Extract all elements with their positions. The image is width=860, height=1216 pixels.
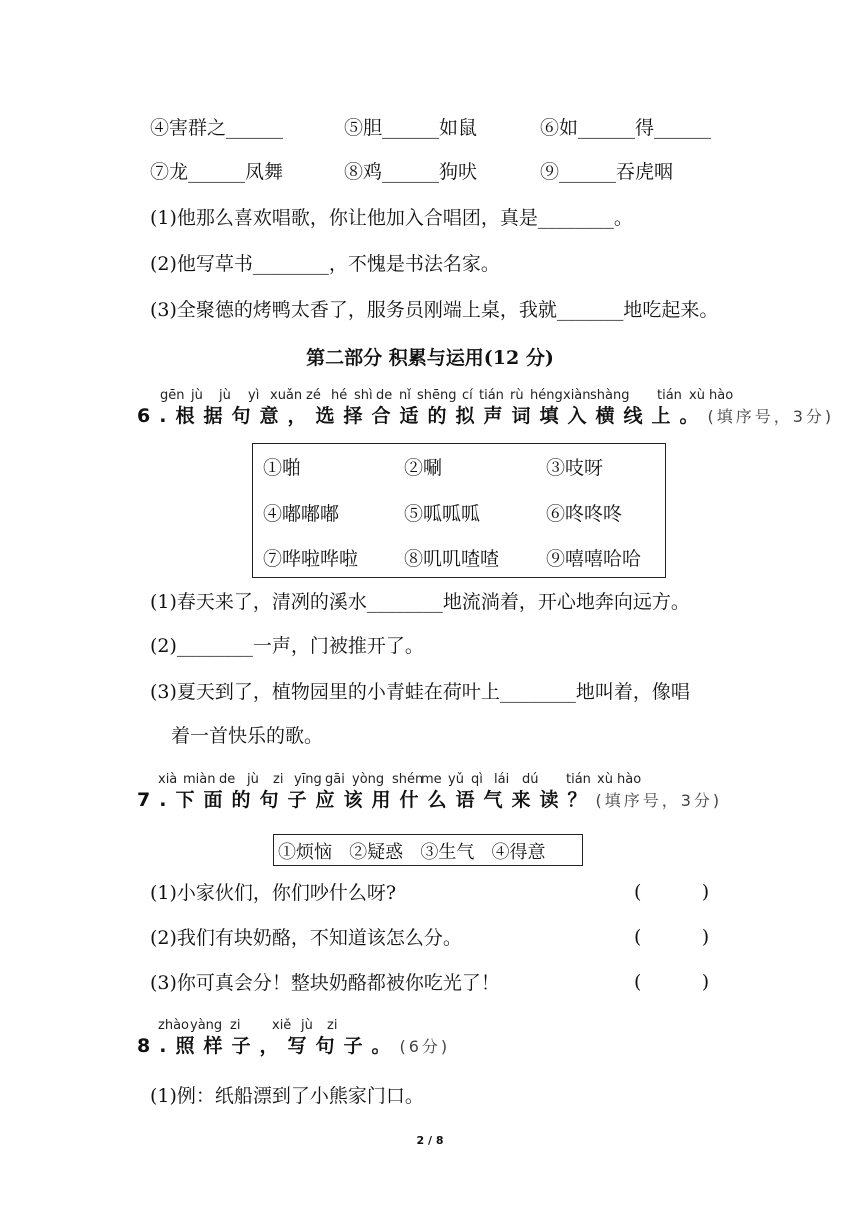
pinyin: qì [471,772,483,787]
pinyin: cí [462,388,473,403]
q7-answer-3[interactable]: ( ) [634,971,710,993]
pinyin: shàng [590,388,630,403]
pinyin: dú [522,772,539,787]
q7-options-box [273,834,583,866]
idiom-sentence-1: (1)他那么喜欢唱歌，你让他加入合唱团，真是________。 [150,207,633,229]
option: ⑥咚咚咚 [546,503,623,525]
pinyin: zé [306,388,321,403]
pinyin: tián [479,388,504,403]
pinyin: gēn [160,388,185,403]
q8-title-text: 8.照样子，写句子。 [137,1035,400,1057]
pinyin: zi [327,1018,338,1033]
pinyin: shén [392,772,424,787]
pinyin: de [376,388,393,403]
q6-title-text: 6.根据句意，选择合适的拟声词填入横线上。 [137,405,708,427]
q7-note: (填序号，3分) [595,791,723,810]
idiom-4: ④害群之______ [150,117,284,139]
pinyin: shì [354,388,373,403]
idiom-5: ⑤胆______如鼠 [344,117,478,139]
q6-note: (填序号，3分) [707,407,835,426]
option: ⑨嘻嘻哈哈 [546,548,642,570]
option: ③吱呀 [546,457,604,479]
pinyin: héng [530,388,563,403]
pinyin: xù [689,388,705,403]
q6-title [137,404,834,429]
q6-sentence-2: (2)________一声，门被推开了。 [150,635,424,657]
pinyin: yòng [352,772,385,787]
option: ⑤呱呱呱 [404,503,481,525]
pinyin: jù [191,388,203,403]
pinyin: yì [248,388,260,403]
pinyin: xiàn [563,388,591,403]
pinyin: rù [510,388,524,403]
q7-item-2: (2)我们有块奶酪，不知道该怎么分。 [150,927,462,949]
idiom-8: ⑧鸡______狗吠 [344,161,478,183]
pinyin: tián [657,388,682,403]
pinyin: nǐ [399,388,411,403]
pinyin: de [219,772,236,787]
pinyin: tián [566,772,591,787]
pinyin: jù [247,772,259,787]
pinyin: hào [617,772,642,787]
option: ⑦哗啦哗啦 [263,548,359,570]
pinyin: xià [158,772,178,787]
q7-options: ①烦恼 ②疑惑 ③生气 ④得意 [278,842,546,863]
q6-options-box [252,443,666,578]
pinyin: xù [597,772,613,787]
pinyin: jù [301,1018,313,1033]
idiom-6: ⑥如______得______ [540,117,712,139]
pinyin: yàng [190,1018,223,1033]
option: ①啪 [263,457,302,479]
idiom-sentence-2: (2)他写草书________，不愧是书法名家。 [150,253,500,275]
option: ②唰 [404,457,443,479]
pinyin: hào [709,388,734,403]
option: ⑧叽叽喳喳 [404,548,500,570]
pinyin: xuǎn [270,388,303,403]
idiom-9: ⑨______吞虎咽 [540,161,674,183]
pinyin: jù [219,388,231,403]
pinyin: shēng [417,388,457,403]
pinyin: yīng [294,772,322,787]
q6-sentence-3: (3)夏天到了，植物园里的小青蛙在荷叶上________地叫着，像唱 [150,681,690,703]
pinyin: yǔ [448,772,464,787]
q6-sentence-1: (1)春天来了，清冽的溪水________地流淌着，开心地奔向远方。 [150,591,690,613]
q7-item-3: (3)你可真会分！整块奶酪都被你吃光了！ [150,972,500,994]
section-title: 第二部分 积累与运用(12 分) [306,347,554,369]
idiom-sentence-3: (3)全聚德的烤鸭太香了，服务员刚端上桌，我就_______地吃起来。 [150,299,719,321]
pinyin: gāi [325,772,345,787]
pinyin: xiě [272,1018,292,1033]
page-number: 2 / 8 [416,1134,444,1147]
pinyin: zi [273,772,284,787]
q7-answer-2[interactable]: ( ) [634,926,710,948]
option: ④嘟嘟嘟 [263,503,340,525]
pinyin: zhào [158,1018,189,1033]
pinyin: me [421,772,442,787]
q8-title [137,1034,450,1059]
q7-title-text: 7.下面的句子应该用什么语气来读？ [137,789,596,811]
q8-note: (6分) [399,1037,451,1056]
q7-title [137,788,722,813]
q6-sentence-3-cont: 着一首快乐的歌。 [171,725,324,747]
pinyin: hé [331,388,348,403]
pinyin: lái [494,772,510,787]
pinyin: miàn [183,772,216,787]
q7-answer-1[interactable]: ( ) [634,881,710,903]
idiom-7: ⑦龙______凤舞 [150,161,284,183]
q7-item-1: (1)小家伙们，你们吵什么呀? [150,882,397,904]
pinyin: zi [230,1018,241,1033]
q8-example: (1)例：纸船漂到了小熊家门口。 [150,1085,424,1107]
